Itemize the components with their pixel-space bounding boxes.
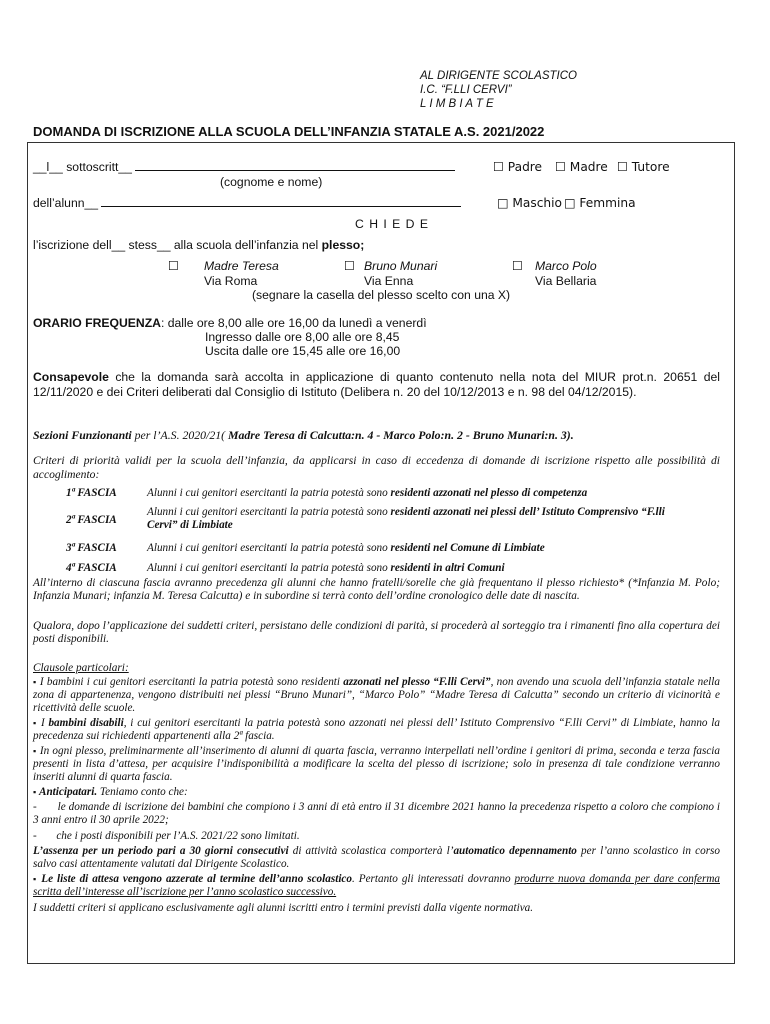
signer-name-field[interactable]	[135, 160, 455, 171]
pupil-name-field[interactable]	[101, 196, 461, 207]
iscrizione-text: l’iscrizione dell__ stess__ alla scuola dell’infanzia nel	[33, 238, 322, 252]
qualora-paragraph: Qualora, dopo l’applicazione dei suddetti criteri, persistano delle condizioni di parità, si procederà al sorteggio tra i rimanenti fino alla copertura dei posti disponibili.	[33, 620, 720, 646]
consapevole-text: che la domanda sarà accolta in applicazione di quanto contenuto nella nota del MIUR prot.n. 20651 del 12/11/2020 e dei Criteri deliberati dal Consiglio di Istituto (Delibera n. 20 del 10/12/2013 e n. 98 del 04/12/2015).	[33, 370, 720, 399]
femmina-checkbox[interactable]: □ Femmina	[564, 196, 636, 210]
fascia-label: 1ª FASCIA	[66, 487, 117, 499]
bullet-icon: ▪	[33, 787, 37, 797]
document-title: DOMANDA DI ISCRIZIONE ALLA SCUOLA DELL’INFANZIA STATALE A.S. 2021/2022	[33, 124, 545, 139]
clausola-4: ▪ Anticipatari. Teniamo conto che:	[33, 786, 188, 798]
sezioni-mid: per l’A.S. 2020/21(	[131, 428, 229, 442]
signer-prefix: __l__ sottoscritt__	[33, 160, 132, 174]
orario-line-2: Ingresso dalle ore 8,00 alle ore 8,45	[205, 330, 400, 344]
orario-line-3: Uscita dalle ore 15,45 alle ore 16,00	[205, 344, 401, 358]
sezioni-bold: Sezioni Funzionanti	[33, 428, 132, 442]
orario-label: ORARIO FREQUENZA	[33, 316, 161, 330]
iscrizione-line	[33, 238, 364, 252]
criteri-intro: Criteri di priorità validi per la scuola dell’infanzia, da applicarsi in caso di eccedenza di domande di iscrizione rispetto alle possibilità di accoglimento:	[33, 454, 720, 481]
plesso-bruno-munari-checkbox[interactable]: ☐	[344, 259, 355, 273]
clausola-3: ▪ In ogni plesso, preliminarmente all’inserimento di alunni di quarta fascia, verranno interpellati nell’ordine i genitori di prima, seconda e terza fascia presenti in lista d’attesa, per acquisire l’indisponibilità a modificare la scelta del plesso di iscrizione; solo in presenza di tale condizione verranno inseriti alunni di quarta fascia.	[33, 745, 720, 784]
fascia-text: Alunni i cui genitori esercitanti la patria potestà sono residenti in altri Comuni	[147, 562, 505, 574]
liste-attesa-paragraph: ▪ Le liste di attesa vengono azzerate al termine dell’anno scolastico. Pertanto gli interessati dovranno produrre nuova domanda per dare conferma scritta dell’interesse all’iscrizione per l’anno scolastico successivo.	[33, 873, 720, 899]
fascia-label: 2ª FASCIA	[66, 514, 117, 526]
plesso-madre-teresa-street: Via Roma	[204, 274, 258, 288]
pupil-prefix: dell’alunn__	[33, 196, 99, 210]
sezioni-line	[33, 428, 574, 443]
fascia-text: Alunni i cui genitori esercitanti la patria potestà sono residenti azzonati nel plesso di competenza	[147, 487, 588, 499]
orario-line-1: : dalle ore 8,00 alle ore 16,00 da lunedì a venerdì	[160, 316, 427, 330]
fascia-text: Alunni i cui genitori esercitanti la patria potestà sono residenti nel Comune di Limbiate	[147, 542, 545, 554]
chiede-heading: C H I E D E	[355, 217, 429, 231]
iscrizione-bold: plesso;	[321, 238, 365, 252]
segnare-note: (segnare la casella del plesso scelto con una X)	[252, 288, 511, 302]
consapevole-bold: Consapevole	[33, 370, 109, 384]
consapevole-paragraph	[33, 370, 720, 399]
bullet-icon: ▪	[33, 874, 38, 884]
plesso-marco-polo-checkbox[interactable]: ☐	[512, 259, 523, 273]
recipient-line-3: L I M B I A T E	[420, 98, 494, 110]
anticipatari-item-2: - che i posti disponibili per l’A.S. 2021/22 sono limitati.	[33, 830, 300, 842]
signer-row	[33, 160, 455, 174]
clausole-heading: Clausole particolari:	[33, 662, 129, 674]
final-note: I suddetti criteri si applicano esclusivamente agli alunni iscritti entro i termini previsti dalla vigente normativa.	[33, 902, 534, 914]
plesso-marco-polo-name: Marco Polo	[535, 259, 597, 273]
tutore-checkbox[interactable]: ☐ Tutore	[617, 160, 670, 174]
bullet-icon: ▪	[33, 677, 37, 687]
recipient-line-1: AL DIRIGENTE SCOLASTICO	[420, 70, 577, 82]
plesso-marco-polo-street: Via Bellaria	[535, 274, 597, 288]
sezioni-values: Madre Teresa di Calcutta:n. 4 - Marco Polo:n. 2 - Bruno Munari:n. 3).	[228, 428, 574, 442]
plesso-madre-teresa-name: Madre Teresa	[204, 259, 279, 273]
clausola-1: ▪ I bambini i cui genitori esercitanti la patria potestà sono residenti azzonati nel plesso “F.lli Cervi”, non avendo una scuola dell’infanzia statale nella zona di appartenenza, vengono distribuiti nei plessi “Bruno Munari”, “Marco Polo” “Madre Teresa di Calcutta” secondo un criterio di vicinorità e ricettività delle scuole.	[33, 676, 720, 715]
pupil-row	[33, 196, 461, 210]
fascia-text: Alunni i cui genitori esercitanti la patria potestà sono residenti azzonati nei plessi dell’ Istituto Comprensivo “F.lli Cervi” di Limbiate	[147, 506, 665, 531]
plesso-bruno-munari-street: Via Enna	[364, 274, 414, 288]
fascia-label: 4ª FASCIA	[66, 562, 117, 574]
maschio-checkbox[interactable]: □ Maschio	[497, 196, 562, 210]
bullet-icon: ▪	[33, 746, 37, 756]
plesso-bruno-munari-name: Bruno Munari	[364, 259, 438, 273]
interno-paragraph: All’interno di ciascuna fascia avranno precedenza gli alunni che hanno fratelli/sorelle che già frequentano il plesso richiesto* (*Infanzia M. Polo; Infanzia Munari; infanzia M. Teresa Calcutta) e in subordine si terrà conto dell’ordine cronologico delle date di nascita.	[33, 577, 720, 603]
cognome-nome-label: (cognome e nome)	[220, 175, 323, 189]
assenza-paragraph: L’assenza per un periodo pari a 30 giorni consecutivi di attività scolastica comporterà l’automatico depennamento per l’anno scolastico in corso salvo casi attentamente valutati dal Dirigente Scolastico.	[33, 845, 720, 871]
madre-checkbox[interactable]: ☐ Madre	[555, 160, 608, 174]
fascia-label: 3ª FASCIA	[66, 542, 117, 554]
clausola-2: ▪ I bambini disabili, i cui genitori esercitanti la patria potestà sono azzonati nei plessi dell’ Istituto Comprensivo “F.lli Cervi” di Limbiate, hanno la precedenza sui richiedenti appartenenti alla 2ª fascia.	[33, 717, 720, 743]
bullet-icon: ▪	[33, 718, 38, 728]
orario-row-1	[33, 316, 427, 330]
plesso-madre-teresa-checkbox[interactable]: ☐	[168, 259, 179, 273]
padre-checkbox[interactable]: ☐ Padre	[493, 160, 543, 174]
recipient-line-2: I.C. “F.LLI CERVI”	[420, 84, 512, 96]
anticipatari-item-1: - le domande di iscrizione dei bambini che compiono i 3 anni di età entro il 31 dicembre 2021 hanno la precedenza rispetto a coloro che compiono i 3 anni entro il 30 aprile 2022;	[33, 801, 720, 827]
